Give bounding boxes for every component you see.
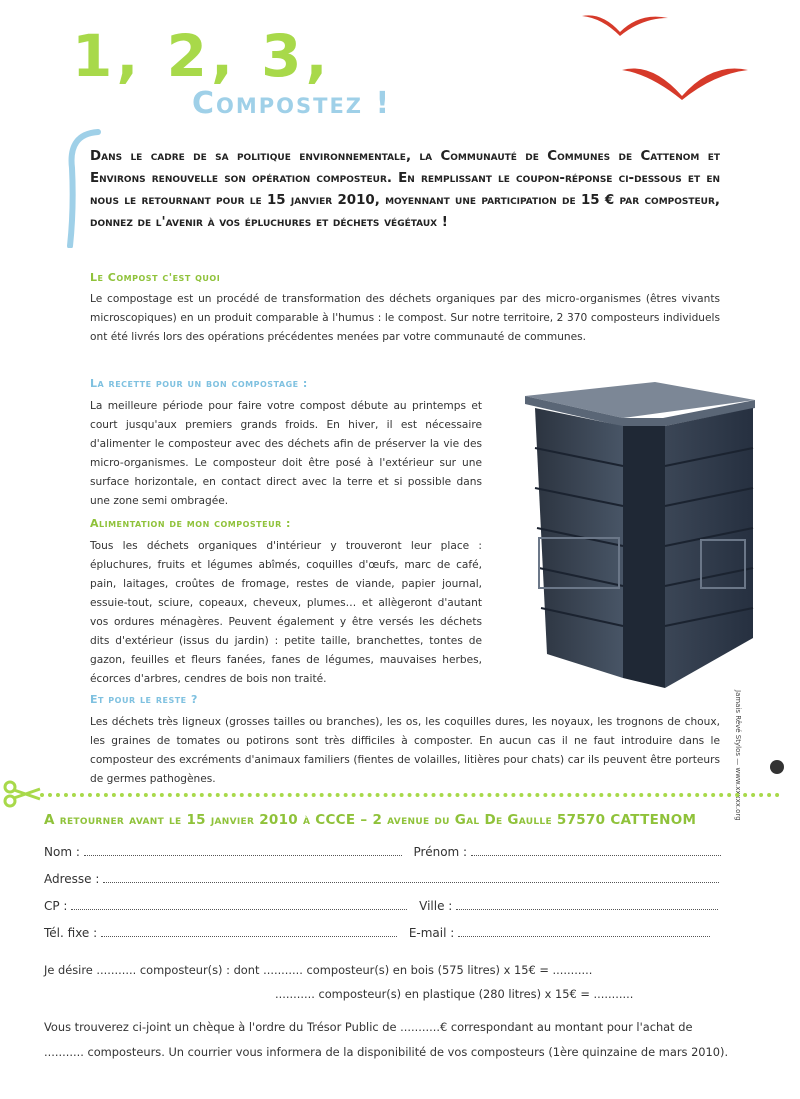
form-row-cp <box>44 899 718 913</box>
page-title: 1, 2, 3, <box>72 22 332 90</box>
form-row-adresse <box>44 872 719 886</box>
cp-field[interactable] <box>71 899 407 910</box>
email-field[interactable] <box>458 926 710 937</box>
prenom-label: Prénom : <box>413 845 468 859</box>
order-line-wood: Je désire ........... composteur(s) : dont ........... composteur(s) en bois (575 litres) x 15€ = ........... <box>44 963 593 977</box>
cp-label: CP : <box>44 899 68 913</box>
section-text: Tous les déchets organiques d'intérieur y trouveront leur place : épluchures, fruits et légumes abîmés, coquilles d'œufs, marc de café, pain, laitages, croûtes de fromage, restes de viande, papier journal, essuie-tout, sciure, copeaux, cheveux, plumes… et allègeront d'autant vos ordures ménagères. Peuvent également y être versés les déchets dits d'extérieur (issus du jardin) : petite taille, branchettes, tontes de gazon, feuilles et fleurs fanées, fanes de légumes, mauvaises herbes, écorces d'arbres, cendres de bois non traité. <box>90 540 482 685</box>
section-heading: Et pour le reste ? <box>90 693 198 706</box>
ville-label: Ville : <box>419 899 453 913</box>
section-heading: La recette pour un bon compostage : <box>90 377 308 390</box>
credit-logo-icon <box>770 760 784 774</box>
form-row-tel <box>44 926 710 940</box>
scissors-icon <box>2 780 42 808</box>
section-text: La meilleure période pour faire votre compost débute au printemps et court jusqu'aux premiers grands froids. En hiver, il est nécessaire d'alimenter le composteur avec des déchets afin de préserver la vie des micro-organismes. Le composteur doit être posé à l'extérieur sur une surface horizontale, en contact direct avec la terre et si possible dans une zone semi ombragée. <box>90 400 482 507</box>
payment-line-1: Vous trouverez ci-joint un chèque à l'ordre du Trésor Public de ...........€ correspondant au montant pour l'achat de <box>44 1020 693 1034</box>
section-heading: Alimentation de mon composteur : <box>90 517 291 530</box>
ville-field[interactable] <box>456 899 718 910</box>
red-bird-icon <box>580 10 670 40</box>
order-line-plastic: ........... composteur(s) en plastique (280 litres) x 15€ = ........... <box>275 987 634 1001</box>
section-text: Le compostage est un procédé de transformation des déchets organiques par des micro-organismes (êtres vivants microscopiques) en un produit comparable à l'humus : le compost. Sur notre territoire, 2 370 composteurs individuels ont été livrés lors des opérations précédentes menées par votre communauté de communes. <box>90 293 720 343</box>
prenom-field[interactable] <box>471 845 721 856</box>
composter-image <box>505 378 765 698</box>
section-text: Les déchets très ligneux (grosses tailles ou branches), les os, les coquilles dures, les noyaux, les trognons de choux, les graines de tomates ou potirons sont très difficiles à composter. En aucun cas il ne faut introduire dans le composteur des excréments d'animaux familiers (fientes de volailles, litières pour chats) car ils peuvent être porteurs de germes pathogènes. <box>90 716 720 785</box>
intro-text: Dans le cadre de sa politique environnementale, la Communauté de Communes de Cattenom et Environs renouvelle son opération composteur. En remplissant le coupon-réponse ci-dessous et en nous le retournant pour le 15 janvier 2010, moyennant une participation de 15 € par composteur, donnez de l'avenir à vos épluchures et déchets végétaux ! <box>90 149 720 230</box>
form-row-nom <box>44 845 721 859</box>
email-label: E-mail : <box>408 926 455 940</box>
section-heading: Le Compost c'est quoi <box>90 271 221 284</box>
side-credit: Jamais Rêvé Stylos — www.xxxxx.org <box>734 690 742 821</box>
coupon-title: A retourner avant le 15 janvier 2010 à CCCE – 2 avenue du Gal De Gaulle 57570 CATTENOM <box>44 812 697 828</box>
nom-label: Nom : <box>44 845 80 859</box>
tel-label: Tél. fixe : <box>44 926 98 940</box>
red-bird-icon <box>620 60 750 102</box>
cut-line <box>40 793 780 797</box>
adresse-label: Adresse : <box>44 872 100 886</box>
tel-field[interactable] <box>101 926 397 937</box>
page-subtitle: Compostez ! <box>192 86 392 121</box>
adresse-field[interactable] <box>103 872 719 883</box>
nom-field[interactable] <box>84 845 402 856</box>
payment-line-2: ........... composteurs. Un courrier vous informera de la disponibilité de vos composteurs (1ère quinzaine de mars 2010). <box>44 1045 729 1059</box>
